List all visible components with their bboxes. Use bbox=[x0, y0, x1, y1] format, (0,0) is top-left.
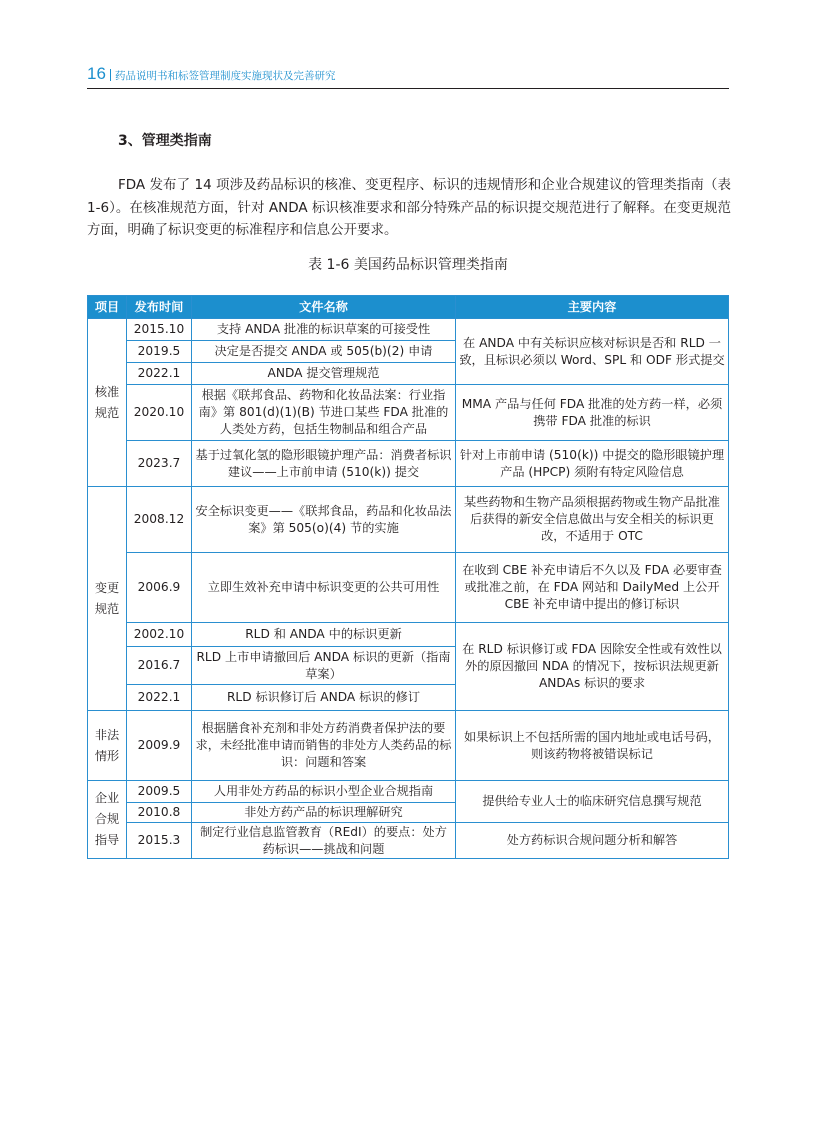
group-cell: 非法情形 bbox=[88, 711, 127, 781]
name-cell: 根据《联邦食品、药物和化妆品法案：行业指南》第 801(d)(1)(B) 节进口某些 FDA 批准的人类处方药，包括生物制品和组合产品 bbox=[192, 385, 456, 441]
column-header-name: 文件名称 bbox=[192, 296, 456, 319]
date-cell: 2019.5 bbox=[127, 341, 192, 363]
content-cell: MMA 产品与任何 FDA 批准的处方药一样，必须携带 FDA 批准的标识 bbox=[456, 385, 729, 441]
name-cell: 决定是否提交 ANDA 或 505(b)(2) 申请 bbox=[192, 341, 456, 363]
running-title: 药品说明书和标签管理制度实施现状及完善研究 bbox=[115, 70, 336, 82]
content-cell: 如果标识上不包括所需的国内地址或电话号码，则该药物将被错误标记 bbox=[456, 711, 729, 781]
group-cell: 企业合规指导 bbox=[88, 781, 127, 859]
page-number: 16 bbox=[87, 64, 106, 83]
name-cell: ANDA 提交管理规范 bbox=[192, 363, 456, 385]
date-cell: 2015.10 bbox=[127, 319, 192, 341]
content-cell: 在 ANDA 中有关标识应核对标识是否和 RLD 一致，且标识必须以 Word、SPL 和 ODF 形式提交 bbox=[456, 319, 729, 385]
body-paragraph: FDA 发布了 14 项涉及药品标识的核准、变更程序、标识的违规情形和企业合规建议的管理类指南（表 1-6）。在核准规范方面，针对 ANDA 标识核准要求和部分特殊产品的标识提交规范进行了解释。在变更规范方面，明确了标识变更的标准程序和信息公开要求。 bbox=[87, 177, 731, 238]
page-header bbox=[87, 64, 729, 88]
table-row bbox=[88, 487, 729, 553]
name-cell: RLD 上市申请撤回后 ANDA 标识的更新（指南草案） bbox=[192, 647, 456, 685]
name-cell: 制定行业信息监管教育（REdI）的要点：处方药标识——挑战和问题 bbox=[192, 822, 456, 859]
column-header-project: 项目 bbox=[88, 296, 127, 319]
name-cell: 非处方药产品的标识理解研究 bbox=[192, 803, 456, 823]
table-row bbox=[88, 822, 729, 859]
content-cell: 在 RLD 标识修订或 FDA 因除安全性或有效性以外的原因撤回 NDA 的情况下，按标识法规更新 ANDAs 标识的要求 bbox=[456, 623, 729, 711]
group-cell: 核准规范 bbox=[88, 319, 127, 487]
date-cell: 2009.5 bbox=[127, 781, 192, 803]
table-row bbox=[88, 711, 729, 781]
date-cell: 2023.7 bbox=[127, 441, 192, 487]
column-header-content: 主要内容 bbox=[456, 296, 729, 319]
content-cell: 某些药物和生物产品须根据药物或生物产品批准后获得的新安全信息做出与安全相关的标识更改，不适用于 OTC bbox=[456, 487, 729, 553]
date-cell: 2016.7 bbox=[127, 647, 192, 685]
table-row bbox=[88, 623, 729, 647]
date-cell: 2020.10 bbox=[127, 385, 192, 441]
name-cell: 安全标识变更——《联邦食品，药品和化妆品法案》第 505(o)(4) 节的实施 bbox=[192, 487, 456, 553]
group-cell: 变更规范 bbox=[88, 487, 127, 711]
name-cell: 立即生效补充申请中标识变更的公共可用性 bbox=[192, 553, 456, 623]
content-cell: 针对上市前申请 (510(k)) 中提交的隐形眼镜护理产品 (HPCP) 须附有特定风险信息 bbox=[456, 441, 729, 487]
name-cell: RLD 和 ANDA 中的标识更新 bbox=[192, 623, 456, 647]
name-cell: 支持 ANDA 批准的标识草案的可接受性 bbox=[192, 319, 456, 341]
header-rule bbox=[87, 88, 729, 89]
content-cell: 提供给专业人士的临床研究信息撰写规范 bbox=[456, 781, 729, 823]
table-row bbox=[88, 319, 729, 341]
header-divider bbox=[110, 69, 111, 81]
table-row bbox=[88, 781, 729, 803]
date-cell: 2006.9 bbox=[127, 553, 192, 623]
date-cell: 2002.10 bbox=[127, 623, 192, 647]
name-cell: 人用非处方药品的标识小型企业合规指南 bbox=[192, 781, 456, 803]
guidance-table bbox=[87, 295, 729, 859]
section-heading: 3、管理类指南 bbox=[118, 133, 212, 149]
name-cell: RLD 标识修订后 ANDA 标识的修订 bbox=[192, 685, 456, 711]
date-cell: 2009.9 bbox=[127, 711, 192, 781]
date-cell: 2008.12 bbox=[127, 487, 192, 553]
table-row bbox=[88, 553, 729, 623]
name-cell: 根据膳食补充剂和非处方药消费者保护法的要求，未经批准申请而销售的非处方人类药品的标识：问题和答案 bbox=[192, 711, 456, 781]
date-cell: 2015.3 bbox=[127, 822, 192, 859]
table-header-row bbox=[88, 296, 729, 319]
content-cell: 处方药标识合规问题分析和解答 bbox=[456, 822, 729, 859]
date-cell: 2022.1 bbox=[127, 363, 192, 385]
table-caption: 表 1-6 美国药品标识管理类指南 bbox=[308, 257, 508, 273]
name-cell: 基于过氧化氢的隐形眼镜护理产品：消费者标识建议——上市前申请 (510(k)) 提交 bbox=[192, 441, 456, 487]
content-cell: 在收到 CBE 补充申请后不久以及 FDA 必要审查或批准之前，在 FDA 网站和 DailyMed 上公开 CBE 补充申请中提出的修订标识 bbox=[456, 553, 729, 623]
date-cell: 2022.1 bbox=[127, 685, 192, 711]
table-row bbox=[88, 441, 729, 487]
table-row bbox=[88, 385, 729, 441]
column-header-date: 发布时间 bbox=[127, 296, 192, 319]
date-cell: 2010.8 bbox=[127, 803, 192, 823]
